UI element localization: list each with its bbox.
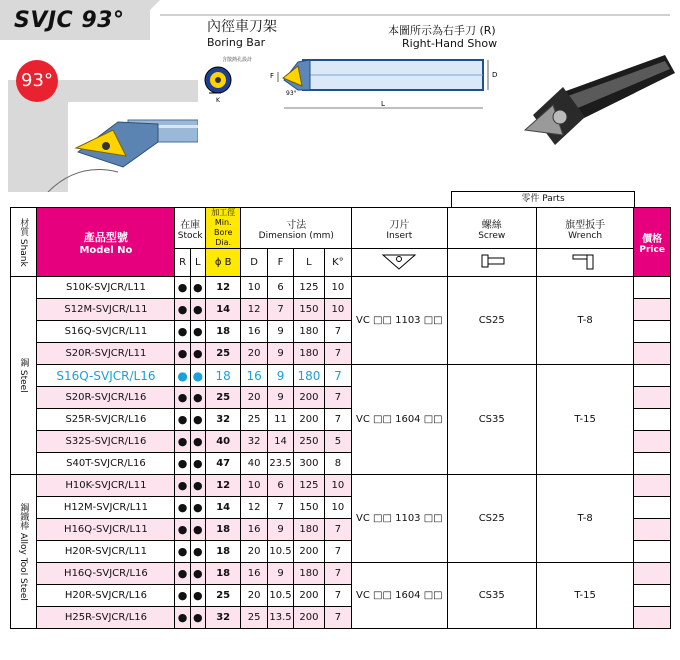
stock-r: ● <box>175 607 190 629</box>
dim-label-d: D <box>492 71 498 79</box>
f-cell: 23.5 <box>267 453 293 475</box>
stock-r: ● <box>175 299 190 321</box>
f-cell: 10.5 <box>267 541 293 563</box>
min-bore-cell: 18 <box>205 321 241 343</box>
stock-header: 在庫 Stock <box>175 208 205 249</box>
l-header: L <box>294 249 324 277</box>
price-cell <box>634 453 671 475</box>
l-cell: 125 <box>294 277 324 299</box>
stock-r: ● <box>175 431 190 453</box>
model-cell: S40T-SVJCR/L16 <box>37 453 175 475</box>
f-cell: 11 <box>267 409 293 431</box>
k-cell: 7 <box>324 409 351 431</box>
phi-b-header: ϕ B <box>205 249 241 277</box>
stock-r: ● <box>175 365 190 387</box>
material-alloy: 鋼鐵棒 Alloy Tool Steel <box>11 475 37 629</box>
d-cell: 40 <box>241 453 267 475</box>
price-cell <box>634 541 671 563</box>
stock-l: ● <box>190 387 205 409</box>
stock-l: ● <box>190 475 205 497</box>
parts-header: 零件 Parts <box>451 191 635 207</box>
k-cell: 10 <box>324 497 351 519</box>
price-cell <box>634 409 671 431</box>
f-cell: 9 <box>267 519 293 541</box>
k-cell: 7 <box>324 585 351 607</box>
k-cell: 7 <box>324 607 351 629</box>
model-cell: H10K-SVJCR/L11 <box>37 475 175 497</box>
model-header: 產品型號 Model No <box>37 208 175 277</box>
angle-badge: 93° <box>16 60 58 102</box>
wrench-cell: T-15 <box>536 365 633 475</box>
d-cell: 25 <box>241 409 267 431</box>
price-cell <box>634 277 671 299</box>
d-cell: 16 <box>241 321 267 343</box>
spec-table <box>10 207 671 629</box>
l-cell: 250 <box>294 431 324 453</box>
price-cell <box>634 365 671 387</box>
page-title: SVJC 93° <box>14 8 125 33</box>
d-cell: 25 <box>241 607 267 629</box>
price-cell <box>634 563 671 585</box>
min-bore-cell: 40 <box>205 431 241 453</box>
header-row-1 <box>11 208 671 249</box>
stock-l-header: L <box>190 249 205 277</box>
stock-l: ● <box>190 585 205 607</box>
price-cell <box>634 387 671 409</box>
f-cell: 10.5 <box>267 585 293 607</box>
k-cell: 10 <box>324 475 351 497</box>
d-cell: 10 <box>241 277 267 299</box>
f-cell: 7 <box>267 497 293 519</box>
k-cell: 7 <box>324 387 351 409</box>
price-cell <box>634 321 671 343</box>
min-bore-cell: 18 <box>205 519 241 541</box>
k-cell: 7 <box>324 365 351 387</box>
price-header: 價格 Price <box>634 208 671 277</box>
price-cell <box>634 299 671 321</box>
f-cell: 9 <box>267 563 293 585</box>
coolant-caption: 含散熱孔設計 <box>222 57 253 63</box>
model-cell: H20R-SVJCR/L11 <box>37 541 175 563</box>
screw-icon <box>447 249 536 277</box>
l-cell: 300 <box>294 453 324 475</box>
boring-bar-title-cn: 內徑車刀架 <box>207 19 277 35</box>
d-cell: 12 <box>241 497 267 519</box>
model-cell: S12M-SVJCR/L11 <box>37 299 175 321</box>
stock-l: ● <box>190 365 205 387</box>
dim-label-angle: 93° <box>286 90 297 97</box>
stock-l: ● <box>190 453 205 475</box>
d-cell: 16 <box>241 563 267 585</box>
table-row <box>11 277 671 299</box>
stock-r: ● <box>175 563 190 585</box>
k-cell: 7 <box>324 519 351 541</box>
stock-r: ● <box>175 277 190 299</box>
table-row <box>11 563 671 585</box>
l-cell: 200 <box>294 409 324 431</box>
min-bore-cell: 18 <box>205 563 241 585</box>
price-cell <box>634 475 671 497</box>
f-cell: 9 <box>267 365 293 387</box>
price-cell <box>634 519 671 541</box>
k-cell: 7 <box>324 343 351 365</box>
l-cell: 200 <box>294 541 324 563</box>
stock-r: ● <box>175 343 190 365</box>
min-bore-cell: 32 <box>205 607 241 629</box>
stock-l: ● <box>190 321 205 343</box>
stock-r: ● <box>175 585 190 607</box>
d-cell: 16 <box>241 519 267 541</box>
f-cell: 9 <box>267 321 293 343</box>
l-cell: 180 <box>294 321 324 343</box>
d-cell: 20 <box>241 585 267 607</box>
insert-cell: VC □□ 1604 □□ <box>352 563 447 629</box>
k-cell: 10 <box>324 299 351 321</box>
right-hand-note-en: Right-Hand Show <box>402 37 498 50</box>
d-cell: 10 <box>241 475 267 497</box>
f-header: F <box>267 249 293 277</box>
stock-l: ● <box>190 563 205 585</box>
stock-l: ● <box>190 409 205 431</box>
boring-bar-title-en: Boring Bar <box>207 36 266 49</box>
k-header: K° <box>324 249 351 277</box>
stock-l: ● <box>190 299 205 321</box>
insert-cell: VC □□ 1103 □□ <box>352 475 447 563</box>
model-cell: S10K-SVJCR/L11 <box>37 277 175 299</box>
price-cell <box>634 607 671 629</box>
min-bore-cell: 14 <box>205 299 241 321</box>
d-cell: 12 <box>241 299 267 321</box>
model-cell: S16Q-SVJCR/L11 <box>37 321 175 343</box>
screw-cell: CS25 <box>447 475 536 563</box>
l-cell: 200 <box>294 585 324 607</box>
svg-text:K: K <box>216 97 220 104</box>
k-cell: 8 <box>324 453 351 475</box>
f-cell: 9 <box>267 343 293 365</box>
min-bore-cell: 12 <box>205 475 241 497</box>
stock-r: ● <box>175 387 190 409</box>
stock-r: ● <box>175 497 190 519</box>
stock-l: ● <box>190 519 205 541</box>
l-cell: 180 <box>294 343 324 365</box>
stock-l: ● <box>190 541 205 563</box>
min-bore-cell: 12 <box>205 277 241 299</box>
d-cell: 32 <box>241 431 267 453</box>
d-cell: 20 <box>241 387 267 409</box>
f-cell: 14 <box>267 431 293 453</box>
min-bore-cell: 32 <box>205 409 241 431</box>
dimension-header: 寸法 Dimension (mm) <box>241 208 352 249</box>
screw-cell: CS25 <box>447 277 536 365</box>
model-cell: S20R-SVJCR/L16 <box>37 387 175 409</box>
stock-r: ● <box>175 475 190 497</box>
wrench-icon <box>536 249 633 277</box>
min-bore-cell: 25 <box>205 343 241 365</box>
model-cell: H16Q-SVJCR/L16 <box>37 563 175 585</box>
min-bore-cell: 14 <box>205 497 241 519</box>
insert-icon <box>352 249 447 277</box>
stock-l: ● <box>190 277 205 299</box>
right-hand-note-cn: 本圖所示為右手刀 (R) <box>388 24 496 37</box>
k-cell: 7 <box>324 321 351 343</box>
f-cell: 9 <box>267 387 293 409</box>
model-cell: S32S-SVJCR/L16 <box>37 431 175 453</box>
model-cell: S16Q-SVJCR/L16 <box>37 365 175 387</box>
l-cell: 125 <box>294 475 324 497</box>
price-cell <box>634 497 671 519</box>
wrench-header: 旗型扳手 Wrench <box>536 208 633 249</box>
table-row-highlighted <box>11 365 671 387</box>
d-header: D <box>241 249 267 277</box>
f-cell: 13.5 <box>267 607 293 629</box>
l-cell: 150 <box>294 299 324 321</box>
d-cell: 20 <box>241 343 267 365</box>
stock-r: ● <box>175 453 190 475</box>
k-cell: 7 <box>324 541 351 563</box>
wrench-cell: T-8 <box>536 277 633 365</box>
min-bore-cell: 25 <box>205 387 241 409</box>
price-cell <box>634 431 671 453</box>
min-bore-cell: 18 <box>205 541 241 563</box>
stock-r: ● <box>175 519 190 541</box>
table-row <box>11 475 671 497</box>
model-cell: S20R-SVJCR/L11 <box>37 343 175 365</box>
stock-r: ● <box>175 321 190 343</box>
insert-cell: VC □□ 1604 □□ <box>352 365 447 475</box>
wrench-cell: T-8 <box>536 475 633 563</box>
model-cell: H20R-SVJCR/L16 <box>37 585 175 607</box>
l-cell: 180 <box>294 563 324 585</box>
screw-header: 螺絲 Screw <box>447 208 536 249</box>
d-cell: 16 <box>241 365 267 387</box>
insert-header: 刀片 Insert <box>352 208 447 249</box>
min-bore-cell: 18 <box>205 365 241 387</box>
screw-cell: CS35 <box>447 365 536 475</box>
f-cell: 6 <box>267 475 293 497</box>
k-cell: 10 <box>324 277 351 299</box>
k-cell: 5 <box>324 431 351 453</box>
stock-l: ● <box>190 497 205 519</box>
min-bore-header: 加工徑 Min. Bore Dia. <box>205 208 241 249</box>
product-photo <box>515 55 675 155</box>
l-cell: 180 <box>294 519 324 541</box>
shank-header: 材質 Shank <box>11 208 37 277</box>
l-cell: 180 <box>294 365 324 387</box>
l-cell: 200 <box>294 387 324 409</box>
material-steel: 鋼 Steel <box>11 277 37 475</box>
f-cell: 6 <box>267 277 293 299</box>
stock-r: ● <box>175 409 190 431</box>
price-cell <box>634 343 671 365</box>
stock-l: ● <box>190 343 205 365</box>
min-bore-cell: 25 <box>205 585 241 607</box>
screw-cell: CS35 <box>447 563 536 629</box>
model-cell: H12M-SVJCR/L11 <box>37 497 175 519</box>
insert-cell: VC □□ 1103 □□ <box>352 277 447 365</box>
wrench-cell: T-15 <box>536 563 633 629</box>
k-cell: 7 <box>324 563 351 585</box>
l-cell: 200 <box>294 607 324 629</box>
stock-r-header: R <box>175 249 190 277</box>
dim-label-f: F <box>270 72 275 80</box>
f-cell: 7 <box>267 299 293 321</box>
stock-l: ● <box>190 607 205 629</box>
dim-label-l: L <box>381 100 385 108</box>
d-cell: 20 <box>241 541 267 563</box>
price-cell <box>634 585 671 607</box>
l-cell: 150 <box>294 497 324 519</box>
model-cell: H16Q-SVJCR/L11 <box>37 519 175 541</box>
model-cell: H25R-SVJCR/L16 <box>37 607 175 629</box>
min-bore-cell: 47 <box>205 453 241 475</box>
stock-r: ● <box>175 541 190 563</box>
stock-l: ● <box>190 431 205 453</box>
model-cell: S25R-SVJCR/L16 <box>37 409 175 431</box>
